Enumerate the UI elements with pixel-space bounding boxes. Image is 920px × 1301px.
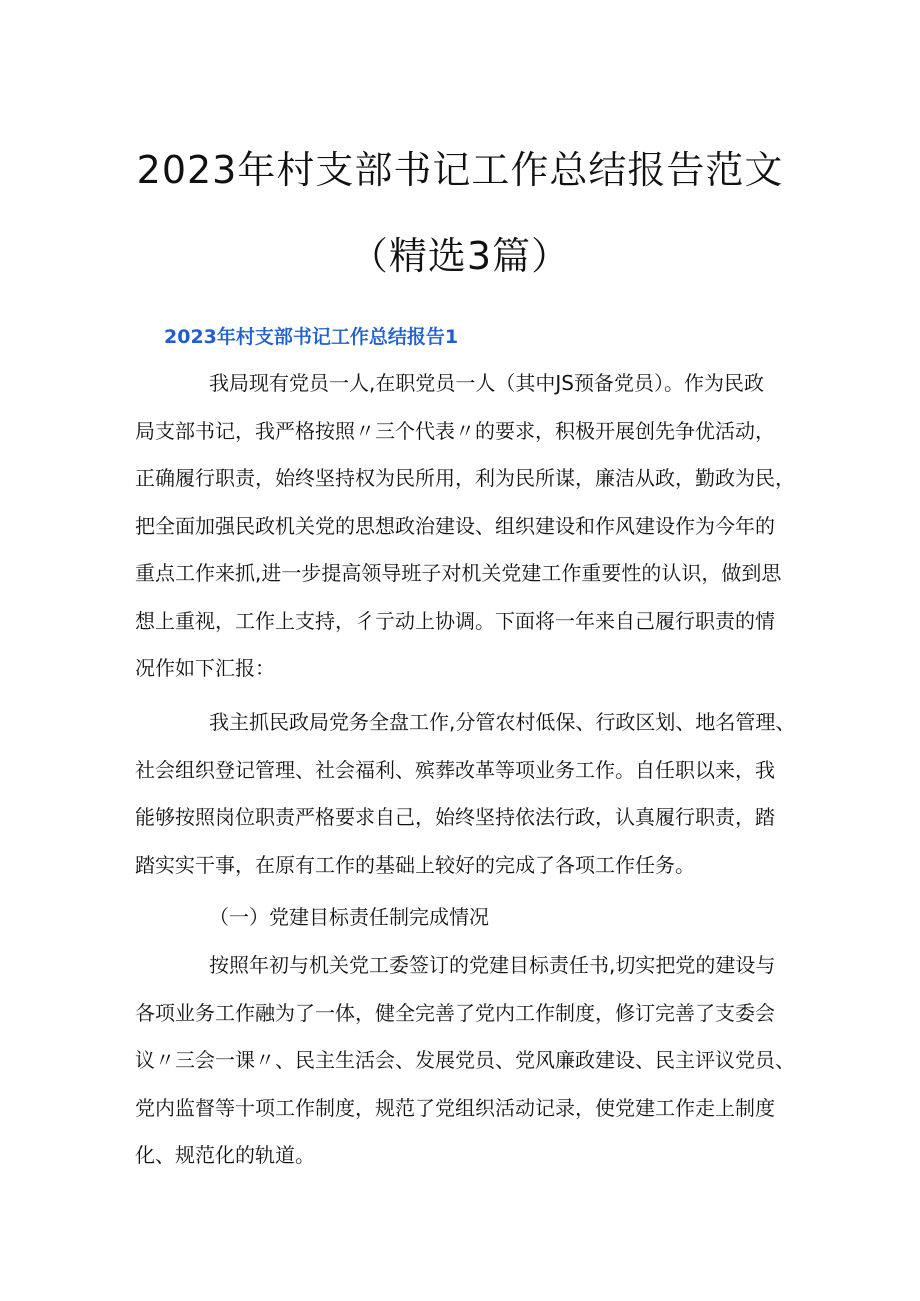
section-heading: 2023年村支部书记工作总结报告1 xyxy=(164,326,459,348)
paragraph-1 xyxy=(135,360,795,693)
paragraph-line: 把全面加强民政机关党的思想政治建设、组织建设和作风建设作为今年的 xyxy=(135,513,775,538)
document-subtitle: （精选3篇） xyxy=(349,234,571,278)
document-title: 2023年村支部书记工作总结报告范文 xyxy=(136,148,784,192)
paragraph-line: 议〃三会一课〃、民主生活会、发展党员、党风廉政建设、民主评议党员、 xyxy=(135,1048,795,1072)
paragraph-line: 化、规范化的轨道。 xyxy=(135,1143,315,1167)
paragraph-2 xyxy=(135,699,795,889)
sub-heading: （一）党建目标责任制完成情况 xyxy=(209,905,489,929)
paragraph-line: 想上重视，工作上支持，彳亍动上协调。下面将一年来自己履行职责的情 xyxy=(135,608,775,633)
paragraph-line: 社会组织登记管理、社会福利、殡葬改革等项业务工作。自任职以来，我 xyxy=(135,757,775,782)
paragraph-3 xyxy=(135,942,795,1180)
paragraph-line: 正确履行职责，始终坚持权为民所用，利为民所谋，廉洁从政，勤政为民， xyxy=(135,466,795,490)
paragraph-line: 踏实实干事，在原有工作的基础上较好的完成了各项工作任务。 xyxy=(135,852,695,877)
paragraph-line: 按照年初与机关党工委签订的党建目标责任书,切实把党的建设与 xyxy=(209,953,776,977)
paragraph-line: 我局现有党员一人,在职党员一人（其中JS预备党员）。作为民政 xyxy=(209,371,764,395)
paragraph-line: 局支部书记，我严格按照〃三个代表〃的要求，积极开展创先争优活动， xyxy=(135,418,775,443)
paragraph-line: 各项业务工作融为了一体，健全完善了党内工作制度，修订完善了支委会 xyxy=(135,1000,775,1025)
paragraph-line: 能够按照岗位职责严格要求自己，始终坚持依法行政，认真履行职责，踏 xyxy=(135,805,775,829)
paragraph-line: 重点工作来抓,进一步提高领导班子对机关党建工作重要性的认识，做到思 xyxy=(135,561,782,585)
paragraph-line: 党内监督等十项工作制度，规范了党组织活动记录，使党建工作走上制度 xyxy=(135,1095,775,1120)
paragraph-line: 况作如下汇报： xyxy=(135,656,275,680)
paragraph-line: 我主抓民政局党务全盘工作,分管农村低保、行政区划、地名管理、 xyxy=(209,710,795,734)
